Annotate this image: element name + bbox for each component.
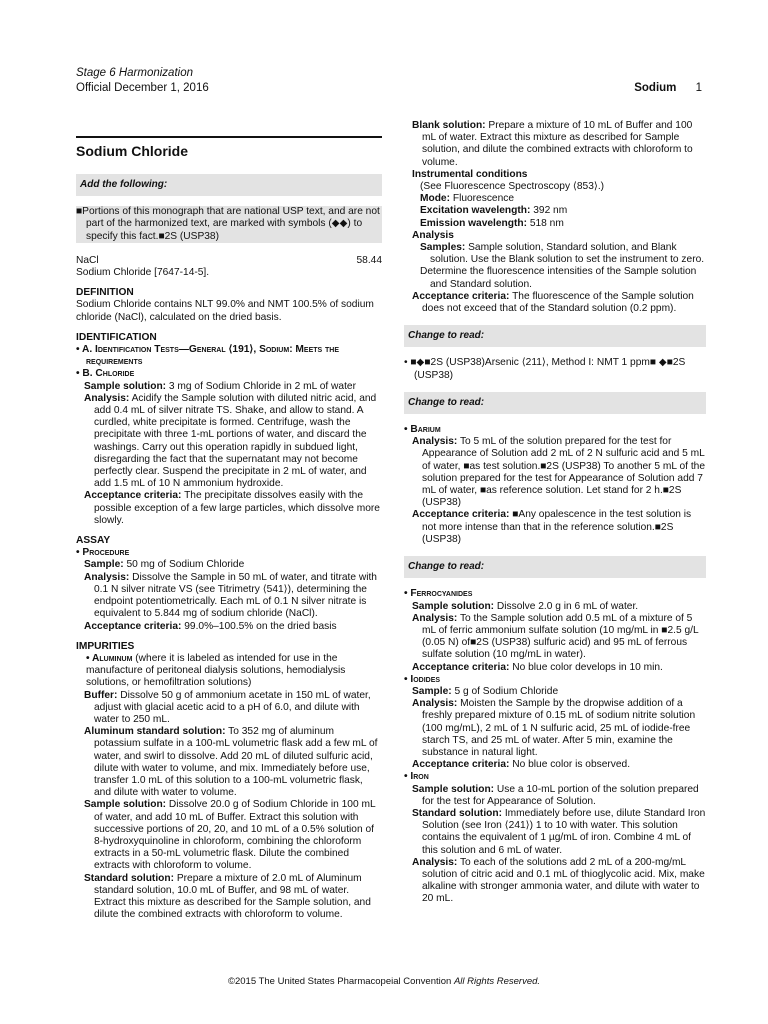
right-column — [404, 120, 706, 906]
copyright: ©2015 The United States Pharmacopeial Convention — [227, 976, 452, 987]
definition-text: Sodium Chloride contains NLT 99.0% and NMT 100.5% of sodium chloride (NaCl), calculated on the dried basis. — [76, 299, 374, 323]
label: Sample solution: — [412, 783, 495, 795]
instrumental-heading: Instrumental conditions — [412, 168, 528, 180]
title-rule — [76, 136, 382, 160]
text: Acidify the Sample solution with diluted nitric acid, and add 0.4 mL of silver nitrate TS. Shake, and allow to stand. A curdled, white precipitate is formed. Centrifuge, wash the precipitate with three 1-mL portions of water, and discard the washings. Carry out this operation rapidly in subdued light, disregarding the fact that the supernatant may not become perfectly clear. Suspend the precipitate in 2 mL of water, and add 1.5 mL of 10 N ammonium hydroxide. — [94, 392, 377, 490]
text: Prepare a mixture of 2.0 mL of Aluminum standard solution, 10.0 mL of Buffer, and 98 mL of water. Extract this mixture as described for the Sample solution, and dilute the combined extracts with chloroform to volume. — [94, 872, 371, 921]
left-column — [76, 120, 382, 921]
text: 5 g of Sodium Chloride — [454, 685, 559, 697]
text: To 352 mg of aluminum potassium sulfate in a 100-mL volumetric flask add a few mL of water, and swirl to dissolve. Add 20 mL of diluted sulfuric acid, dilute with water to volume, and mix. Immediately before use, transfer 1.0 mL of this solution to a 100-mL volumetric flask, and dilute with water to volume. — [94, 726, 378, 799]
assay-heading: ASSAY — [76, 535, 111, 547]
identification-heading: IDENTIFICATION — [76, 331, 157, 343]
text: Dissolve the Sample in 50 mL of water, and titrate with 0.1 N silver nitrate VS (see Titrimetry ⟨541⟩), determining the endpoint potentiometrically. Each mL of 0.1 N silver nitrate is equivalent to 5.844 mg of sodium chloride (NaCl). — [94, 571, 377, 620]
text: 392 nm — [533, 205, 568, 217]
instrumental-see: (See Fluorescence Spectroscopy ⟨853⟩.) — [420, 181, 605, 193]
monograph-title: Sodium Chloride — [76, 143, 188, 159]
label: Acceptance criteria: — [84, 620, 182, 632]
change-bar-barium: Change to read: — [404, 392, 706, 414]
label: Samples: — [420, 242, 466, 254]
aluminum-heading: • Aluminum — [86, 652, 133, 664]
text: To each of the solutions add 2 mL of a 200-mg/mL solution of citric acid and 0.1 mL of thioglycolic acid. Mix, make alkaline with stronger ammonia water, and dilute with water to 20 mL. — [422, 856, 705, 905]
text: 99.0%–100.5% on the dried basis — [184, 620, 337, 632]
label: Acceptance criteria: — [412, 290, 510, 302]
harmonization-note: ■Portions of this monograph that are national USP text, and are not part of the harmonized text, are marked with symbols (◆◆) to specify this fact.■2S (USP38) — [76, 206, 382, 243]
running-header — [76, 66, 209, 96]
aluminum-text: (where it is labeled as intended for use in the manufacture of peritoneal dialysis solutions, hemodialysis solutions, or hemofiltration solutions) — [86, 652, 346, 689]
text: No blue color is observed. — [512, 759, 631, 771]
text: 3 mg of Sodium Chloride in 2 mL of water — [168, 380, 356, 392]
text: Sample solution, Standard solution, and Blank solution. Use the Blank solution to set the instrument to zero. — [430, 242, 705, 266]
text: No blue color develops in 10 min. — [512, 661, 663, 673]
label: Excitation wavelength: — [420, 205, 531, 217]
text: Immediately before use, dilute Standard Iron Solution (see Iron ⟨241⟩) 1 to 10 with water. This solution contains the equivalent of 1 µg/mL of iron. Combine 4 mL of this solution and 6 mL of water. — [422, 807, 706, 856]
label: Acceptance criteria: — [84, 490, 182, 502]
label: Standard solution: — [412, 807, 502, 819]
text: The precipitate dissolves easily with the possible exception of a few large particles, which dissolve more slowly. — [94, 490, 380, 526]
arsenic-line: • ■◆■2S (USP38)Arsenic ⟨211⟩, Method I: NMT 1 ppm■ ◆■2S (USP38) — [404, 357, 686, 381]
label: Blank solution: — [412, 120, 486, 131]
text: The fluorescence of the Sample solution does not exceed that of the Standard solution (0.2 ppm). — [422, 290, 694, 315]
page-header-right — [634, 82, 702, 94]
iodides-heading: • Iodides — [404, 673, 441, 685]
text: Dissolve 50 g of ammonium acetate in 150 mL of water, adjust with glacial acetic acid to a pH of 6.0, and dilute with water to 250 mL. — [94, 689, 371, 725]
text: ■Any opalescence in the test solution is not more intense than that in the reference solution.■2S (USP38) — [422, 509, 692, 545]
text: To 5 mL of the solution prepared for the test for Appearance of Solution add 2 mL of 2 N sulfuric acid and 5 mL of water, ■as test solution.■2S (USP38) To another 5 mL of the solution prepared for the test for Appearance of Solution add 7 mL of water, ■as reference solution. Let stand for 2 h.■2S (USP38) — [422, 436, 705, 509]
text: 50 mg of Sodium Chloride — [126, 559, 245, 571]
label: Analysis: — [412, 436, 458, 448]
label: Buffer: — [84, 689, 118, 701]
formula-row — [76, 255, 382, 267]
analysis-heading: Analysis — [412, 229, 454, 241]
label: Analysis: — [412, 856, 458, 868]
text: To the Sample solution add 0.5 mL of a mixture of 5 mL of ferric ammonium sulfate solution (10 mg/mL in ■2.5 g/L (0.05 N) of■2S (USP38) sulfuric acid) and 95 mL of ferrous sulfate solution (10 mg/mL in water). — [422, 612, 699, 661]
label: Acceptance criteria: — [412, 509, 510, 521]
page-number: 1 — [695, 82, 702, 94]
determine-text: Determine the fluorescence intensities of the Sample solution and Standard solution. — [420, 266, 697, 290]
label: Sample: — [412, 685, 452, 697]
label: Acceptance criteria: — [412, 759, 510, 771]
rights: All Rights Reserved. — [453, 976, 541, 987]
label: Analysis: — [412, 698, 458, 710]
procedure-heading: • Procedure — [76, 547, 130, 559]
barium-heading: • Barium — [404, 424, 441, 436]
text: Use a 10-mL portion of the solution prepared for the test for Appearance of Solution. — [422, 783, 699, 807]
label: Sample solution: — [412, 600, 495, 612]
formula: NaCl — [76, 254, 99, 266]
section-name: Sodium — [634, 82, 677, 94]
page-footer — [0, 976, 768, 987]
add-following-bar: Add the following: — [76, 174, 382, 196]
definition-heading: DEFINITION — [76, 287, 134, 299]
text: 518 nm — [529, 217, 564, 229]
identification-a: • A. Identification Tests—General ⟨191⟩, Sodium: Meets the requirements — [76, 344, 340, 368]
label: Aluminum standard solution: — [84, 726, 226, 738]
official-date: Official December 1, 2016 — [76, 82, 209, 94]
text: Dissolve 20.0 g of Sodium Chloride in 100 mL of water, and add 10 mL of Buffer. Extract this solution with successive portions of 20, 20, and 10 mL of a 0.5% solution of 8-hydroxyquinoline in chloroform, combining the chloroform extracts in a 50-mL volumetric flask. Dilute the combined extracts with chloroform to volume. — [94, 799, 376, 872]
identification-b: • B. Chloride — [76, 368, 135, 380]
text: Moisten the Sample by the dropwise addition of a freshly prepared mixture of 0.15 mL of sodium nitrite solution (100 mg/mL), 2 mL of 1 N sulfuric acid, 25 mL of iodide-free starch TS, and 25 mL of water. After 5 min, examine the substance in natural light. — [422, 698, 696, 758]
text: Dissolve 2.0 g in 6 mL of water. — [496, 600, 639, 612]
label: Standard solution: — [84, 872, 174, 884]
label: Analysis: — [84, 392, 130, 404]
label: Mode: — [420, 193, 450, 205]
cas-line: Sodium Chloride [7647-14-5]. — [76, 267, 210, 279]
text: Fluorescence — [452, 193, 514, 205]
label: Sample solution: — [84, 799, 167, 811]
label: Analysis: — [84, 571, 130, 583]
text: Prepare a mixture of 10 mL of Buffer and 100 mL of water. Extract this mixture as described for Sample solution, and dilute the combined extracts with chloroform to volume. — [422, 120, 693, 168]
molecular-weight: 58.44 — [356, 254, 382, 266]
change-bar-ferrocyanides: Change to read: — [404, 556, 706, 578]
change-bar-arsenic: Change to read: — [404, 325, 706, 347]
stage-label: Stage 6 Harmonization — [76, 67, 193, 79]
impurities-heading: IMPURITIES — [76, 640, 135, 652]
label: Analysis: — [412, 612, 458, 624]
label: Acceptance criteria: — [412, 661, 510, 673]
label: Sample solution: — [84, 380, 167, 392]
label: Emission wavelength: — [420, 217, 527, 229]
ferrocyanides-heading: • Ferrocyanides — [404, 588, 473, 600]
label: Sample: — [84, 559, 124, 571]
iron-heading: • Iron — [404, 771, 429, 783]
